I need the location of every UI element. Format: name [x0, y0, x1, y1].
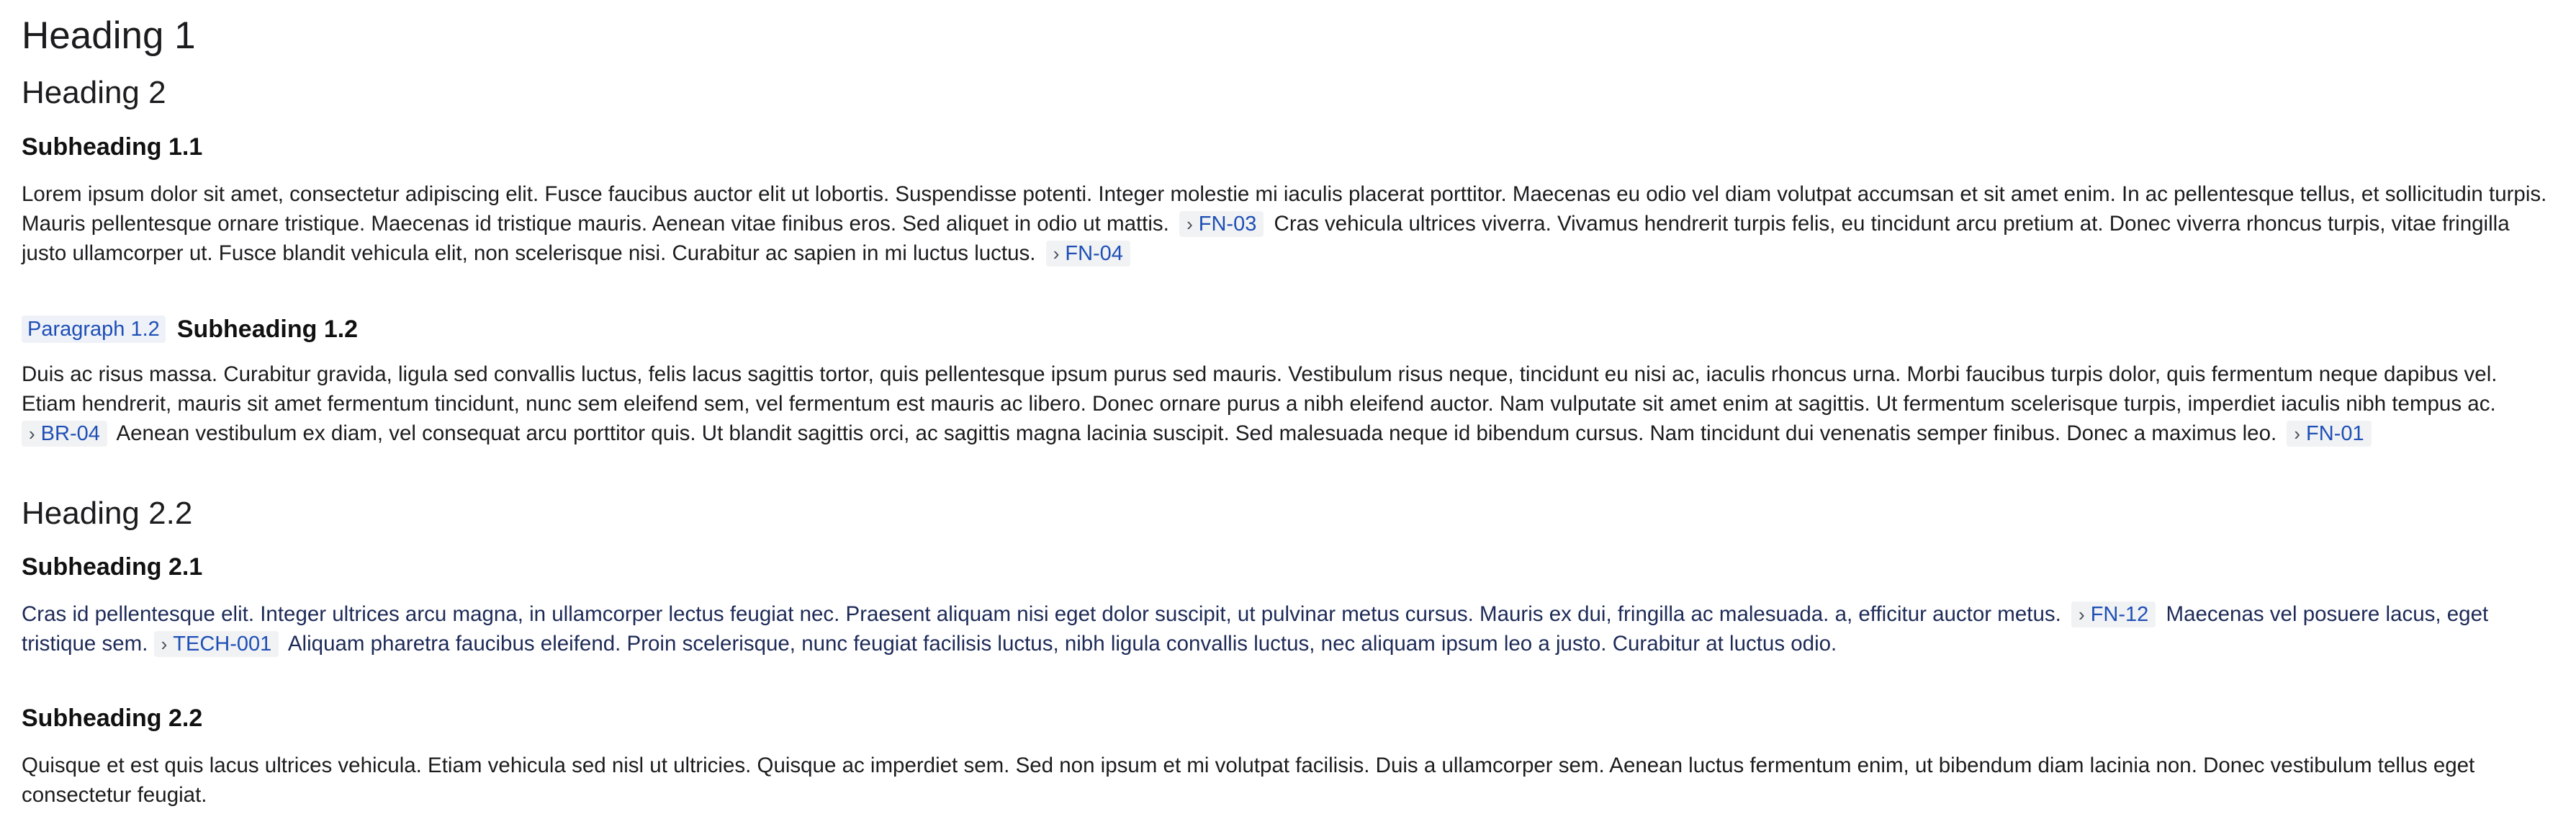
chevron-right-icon: ›	[2079, 604, 2085, 625]
subheading-1-1-text: Subheading 1.1	[22, 133, 203, 161]
footnote-ref-fn-01[interactable]	[2287, 421, 2371, 447]
subheading-1-2-text: Subheading 1.2	[176, 316, 359, 343]
paragraph-tag-1-2[interactable]: Paragraph 1.2	[22, 316, 166, 343]
subheading-2-2	[22, 702, 202, 734]
paragraph-1-2-text-a: Duis ac risus massa. Curabitur gravida, ligula sed convallis luctus, felis lacus sagittis tortor, quis pellentesque ipsum purus sed mauris. Vestibulum risus neque, tincidunt eu nisi ac, iaculis rhoncus urna. Morbi faucibus turpis dolor, quis fermentum neque dapibus vel. Etiam hendrerit, mauris sit amet fermentum tincidunt, nunc sem eleifend sem, vel fermentum est mauris ac libero. Donec ornare purus a nibh eleifend auctor. Nam vulputate sit amet enim at sagittis. Ut fermentum scelerisque turpis, imperdiet iaculis nibh tempus ac.	[22, 362, 2498, 416]
footnote-ref-label: FN-12	[2090, 603, 2149, 626]
paragraph-2-1	[22, 599, 2556, 658]
chevron-right-icon: ›	[1053, 243, 1060, 264]
footnote-ref-label: FN-01	[2306, 422, 2364, 445]
tech-ref-label: TECH-001	[173, 632, 272, 656]
paragraph-2-2	[22, 751, 2556, 810]
paragraph-1-1-text-b: Cras vehicula ultrices viverra. Vivamus hendrerit turpis felis, eu tincidunt arcu pretium at. Donec viverra rhoncus turpis, vitae fringilla justo ullamcorper ut. Fusce blandit vehicula elit, non scelerisque nisi. Curabitur ac sapien in mi luctus luctus.	[22, 212, 2510, 265]
subheading-2-1	[22, 551, 202, 583]
footnote-ref-label: FN-03	[1198, 213, 1257, 236]
paragraph-1-1-text-a: Lorem ipsum dolor sit amet, consectetur adipiscing elit. Fusce faucibus auctor elit ut lobortis. Suspendisse potenti. Integer molestie mi iaculis placerat porttitor. Maecenas eu odio vel diam volutpat accumsan et sit amet enim. In ac pellentesque tellus, et sollicitudin turpis. Mauris pellentesque ornare tristique. Maecenas id tristique mauris. Aenean vitae finibus eros. Sed aliquet in odio ut mattis.	[22, 182, 2547, 236]
paragraph-2-1-text-b: Maecenas vel posuere lacus, eget tristique sem.	[22, 602, 2489, 656]
paragraph-1-1	[22, 179, 2556, 268]
paragraph-2-1-text-a: Cras id pellentesque elit. Integer ultrices arcu magna, in ullamcorper lectus feugiat nec. Praesent aliquam nisi eget dolor suscipit, ut pulvinar metus cursus. Mauris ex dui, fringilla ac malesuada. a, efficitur auctor metus.	[22, 602, 2061, 626]
paragraph-1-2	[22, 359, 2556, 448]
chevron-right-icon: ›	[29, 423, 35, 444]
paragraph-1-2-text-b: Aenean vestibulum ex diam, vel consequat arcu porttitor quis. Ut blandit sagittis orci, ac sagittis magna lacinia suscipit. Sed malesuada neque id bibendum cursus. Nam tincidunt dui venenatis semper finibus. Donec a maximus leo.	[116, 421, 2277, 445]
heading-2-2: Heading 2.2	[22, 496, 193, 531]
footnote-ref-fn-04[interactable]	[1046, 241, 1130, 267]
tech-ref-tech-001[interactable]	[154, 631, 279, 657]
subheading-2-1-text: Subheading 2.1	[22, 553, 203, 581]
subheading-2-2-text: Subheading 2.2	[22, 705, 203, 732]
chevron-right-icon: ›	[161, 633, 168, 655]
business-rule-ref-label: BR-04	[40, 422, 100, 445]
business-rule-ref-br-04[interactable]	[22, 421, 107, 447]
footnote-ref-fn-12[interactable]	[2071, 602, 2156, 627]
footnote-ref-fn-03[interactable]	[1179, 211, 1264, 237]
paragraph-2-1-text-c: Aliquam pharetra faucibus eleifend. Proin scelerisque, nunc feugiat facilisis luctus, nibh ligula convallis luctus, nec aliquam ipsum leo a justo. Curabitur at luctus odio.	[287, 632, 1837, 656]
heading-2: Heading 2	[22, 75, 166, 110]
chevron-right-icon: ›	[2294, 423, 2301, 444]
subheading-1-1	[22, 131, 202, 163]
heading-1: Heading 1	[22, 14, 196, 57]
subheading-1-2	[22, 313, 358, 345]
chevron-right-icon: ›	[1186, 213, 1193, 235]
paragraph-2-2-text: Quisque et est quis lacus ultrices vehicula. Etiam vehicula sed nisl ut ultricies. Quisque ac imperdiet sem. Sed non ipsum et mi volutpat facilisis. Duis a ullamcorper sem. Aenean luctus fermentum enim, ut bibendum diam lacinia non. Donec vestibulum tellus eget consectetur feugiat.	[22, 754, 2475, 807]
footnote-ref-label: FN-04	[1065, 242, 1123, 265]
